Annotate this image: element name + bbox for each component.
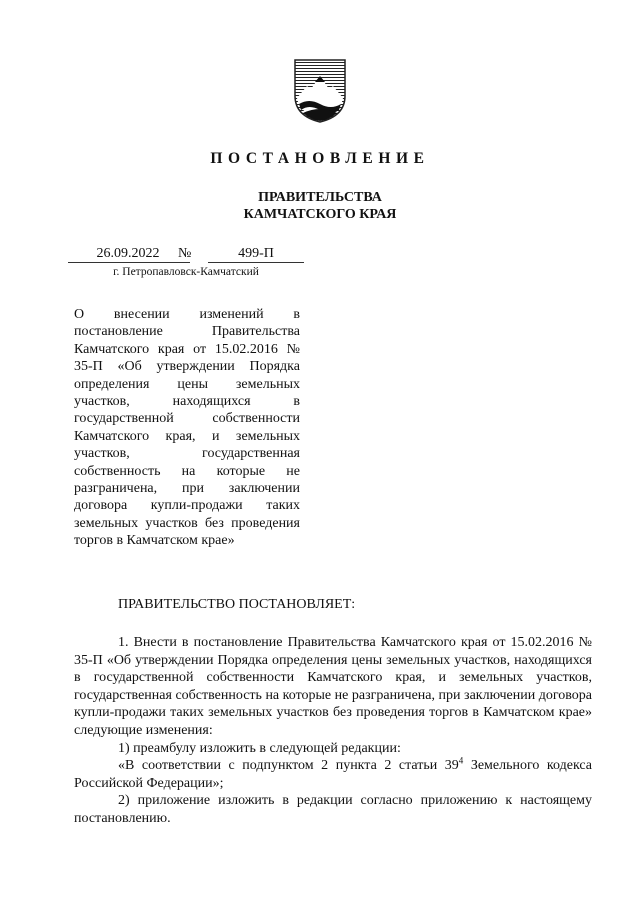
kamchatka-emblem-icon [293, 58, 347, 124]
issuing-authority [0, 189, 640, 223]
body-paragraph-1: 1. Внести в постановление Правительства Камчатского края от 15.02.2016 № 35-П «Об утверждении Порядка определения цены земельных участков, находящихся в государственной собственности Камчатского края, и земельных участков, государственная собственность на которые не разграничена, при заключении договора купли-продажи таких земельных участков без проведения торгов в Камчатском крае» следующие изменения: [74, 635, 592, 738]
authority-line-1: ПРАВИТЕЛЬСТВА [258, 190, 382, 205]
paragraph-3-text-end: Земельного кодекса Российской Федерации»; [74, 758, 592, 791]
number-sign: № [178, 246, 192, 261]
document-date: 26.09.2022 [96, 246, 160, 261]
city-name: г. Петропавловск-Камчатский [113, 266, 259, 278]
body-paragraph-4: 2) приложение изложить в редакции согласно приложению к настоящему постановлению. [74, 793, 592, 826]
body-paragraph-3 [74, 757, 592, 792]
date-underline [68, 262, 190, 263]
paragraph-3-text-start: «В соответствии с подпунктом 2 пункта 2 статьи 39 [118, 758, 459, 774]
document-subject: О внесении изменений в постановление Правительства Камчатского края от 15.02.2016 № 35-П «Об утверждении Порядка определения цены земельных участков, находящихся в государственной собственности Камчатского края, и земельных участков, государственная собственность на которые не разграничена, при заключении договора купли-продажи таких земельных участков без проведения торгов в Камчатском крае» [74, 307, 300, 549]
decree-line: ПРАВИТЕЛЬСТВО ПОСТАНОВЛЯЕТ: [118, 597, 356, 612]
body-paragraph-2: 1) преамбулу изложить в следующей редакции: [118, 740, 401, 756]
number-underline [208, 262, 304, 263]
article-superscript: 4 [458, 755, 464, 766]
document-number: 499-П [238, 246, 274, 261]
document-body [74, 634, 592, 828]
authority-line-2: КАМЧАТСКОГО КРАЯ [243, 207, 397, 222]
document-title: ПОСТАНОВЛЕНИЕ [210, 150, 430, 167]
